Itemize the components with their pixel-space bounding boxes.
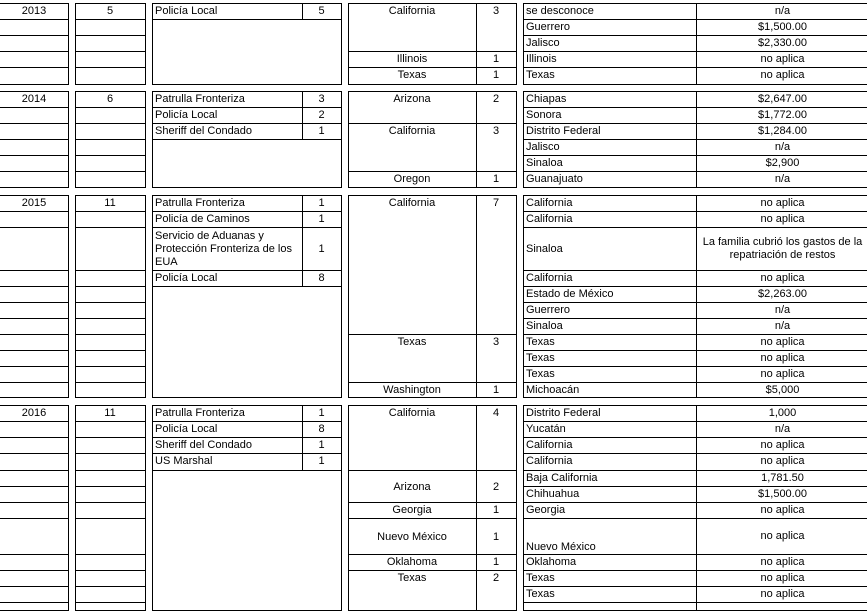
state-name: Arizona [393,93,431,105]
repatriation-cost: no aplica [760,439,805,451]
state-count: 7 [492,197,500,209]
origin-state: Texas [526,368,555,380]
column-border [696,405,697,610]
grid-line [0,570,68,571]
agency-name: Patrulla Fronteriza [155,407,245,419]
grid-line [75,382,145,383]
total-deaths: 6 [106,93,114,105]
row-border [75,84,146,85]
grid-line [75,302,145,303]
year-value: 2016 [21,407,47,419]
state-name: Oklahoma [386,556,438,568]
repatriation-cost: $1,500.00 [758,21,807,33]
state-name: California [388,407,436,419]
grid-line [523,397,867,398]
agency-name: Sheriff del Condado [155,125,253,137]
agency-count: 8 [318,423,325,435]
repatriation-cost: no aplica [760,588,805,600]
column-border [523,3,524,84]
origin-state: Estado de México [526,288,614,300]
column-border [68,195,69,397]
grid-line [0,318,68,319]
origin-state: Yucatán [526,423,566,435]
grid-line [0,139,68,140]
agency-name: Patrulla Fronteriza [155,197,245,209]
grid-line [75,437,145,438]
agency-name: Policía Local [155,109,218,121]
agency-count: 1 [318,407,325,419]
origin-state: Illinois [526,53,557,65]
grid-line [0,19,68,20]
agency-count: 3 [318,93,325,105]
repatriation-cost: no aplica [760,504,805,516]
column-border [516,195,517,397]
grid-line [0,123,68,124]
state-count: 1 [492,69,500,81]
repatriation-cost: $1,500.00 [758,488,807,500]
grid-line [0,334,68,335]
year-value: 2015 [21,197,47,209]
state-count: 3 [492,336,500,348]
state-count: 2 [492,572,500,584]
origin-state: California [526,197,573,209]
state-name: California [388,125,436,137]
grid-line [0,107,68,108]
column-border [341,195,342,397]
origin-state: Distrito Federal [526,407,601,419]
state-count: 1 [492,173,500,185]
repatriation-cost: no aplica [760,368,805,380]
state-name: Nuevo México [377,530,447,543]
grid-line [75,586,145,587]
repatriation-cost: $5,000 [765,384,800,396]
repatriation-cost: no aplica [760,352,805,364]
grid-line [0,270,68,271]
grid-line [75,318,145,319]
repatriation-cost: no aplica [760,530,805,542]
agency-name: Patrulla Fronteriza [155,93,245,105]
column-border [516,91,517,187]
grid-line [0,602,68,603]
grid-line [75,139,145,140]
state-count: 1 [492,530,500,543]
state-name: Texas [397,69,427,81]
grid-line [75,518,145,519]
agency-name: Policía de Caminos [155,213,250,225]
agency-count: 1 [318,243,325,255]
origin-state: Sinaloa [526,243,563,255]
grid-line [0,67,68,68]
grid-line [75,227,145,228]
grid-line [75,421,145,422]
grid-line [75,286,145,287]
state-count: 1 [492,556,500,568]
row-border [75,187,146,188]
agency-count: 5 [318,5,325,17]
column-border [152,405,153,610]
total-deaths: 5 [106,5,114,17]
grid-line [0,211,68,212]
grid-line [75,35,145,36]
state-name: California [388,5,436,17]
origin-state: Jalisco [526,141,560,153]
agency-count: 1 [318,439,325,451]
grid-line [0,586,68,587]
grid-line [0,554,68,555]
repatriation-cost: no aplica [760,336,805,348]
grid-line [75,171,145,172]
row-border [75,397,146,398]
agency-name: Policía Local [155,272,218,284]
grid-line [0,486,68,487]
repatriation-cost: $2,263.00 [758,288,807,300]
grid-line [75,470,145,471]
origin-state: California [526,213,573,225]
repatriation-cost: no aplica [760,455,805,467]
state-name: Washington [383,384,441,396]
total-deaths: 11 [104,407,116,419]
grid-line [0,350,68,351]
grid-line [0,366,68,367]
column-border [152,3,153,84]
grid-line [75,123,145,124]
repatriation-cost: n/a [774,5,791,17]
repatriation-cost: no aplica [760,53,805,65]
row-border [152,84,342,85]
agency-count: 1 [318,213,325,225]
grid-line [523,187,867,188]
repatriation-cost: no aplica [760,556,805,568]
agency-name: Policía Local [155,5,218,17]
repatriation-cost: n/a [774,141,791,153]
row-border [0,84,69,85]
origin-state: California [526,439,573,451]
origin-state: Baja California [526,472,598,484]
state-count: 4 [492,407,500,419]
state-name: Oregon [393,173,431,185]
origin-state: Distrito Federal [526,125,601,137]
repatriation-cost: $1,284.00 [758,125,807,137]
repatriation-cost: 1,000 [768,407,797,419]
grid-line [348,187,516,188]
grid-line [0,302,68,303]
state-name: Arizona [393,480,431,493]
column-border [145,91,146,187]
repatriation-cost: no aplica [760,272,805,284]
grid-line [152,19,341,20]
state-name: Illinois [396,53,428,65]
state-name: Texas [397,572,427,584]
origin-state: Guerrero [526,304,571,316]
grid-line [348,397,516,398]
grid-line [0,437,68,438]
grid-line [75,19,145,20]
column-border [152,195,153,397]
repatriation-cost: no aplica [760,213,805,225]
row-border [152,397,342,398]
grid-line [0,286,68,287]
grid-line [523,602,867,603]
row-border [152,187,342,188]
repatriation-cost: $2,330.00 [758,37,807,49]
agency-count: 1 [318,455,325,467]
column-border [341,91,342,187]
state-count: 1 [492,53,500,65]
grid-line [75,270,145,271]
grid-line [75,554,145,555]
origin-state: Texas [526,572,555,584]
column-border [516,405,517,610]
row-border [0,397,69,398]
agency-name: Sheriff del Condado [155,439,253,451]
grid-line [75,334,145,335]
column-border [523,405,524,610]
origin-state: Guanajuato [526,173,583,185]
grid-line [0,470,68,471]
grid-line [348,84,516,85]
grid-line [0,453,68,454]
agency-count: 1 [318,125,325,137]
grid-line [75,350,145,351]
grid-line [0,51,68,52]
column-border [75,405,76,610]
grid-line [75,570,145,571]
state-name: Georgia [392,504,432,516]
grid-line [476,195,477,334]
grid-line [75,51,145,52]
grid-line [75,366,145,367]
origin-state: Texas [526,69,555,81]
repatriation-cost: no aplica [760,572,805,584]
grid-line [75,502,145,503]
year-value: 2013 [21,5,47,17]
origin-state: Chiapas [526,93,567,105]
state-count: 3 [492,5,500,17]
state-count: 1 [492,504,500,516]
origin-state: Texas [526,352,555,364]
agency-name: US Marshal [155,455,213,467]
state-count: 1 [492,384,500,396]
repatriation-cost: $1,772.00 [758,109,807,121]
origin-state: Chihuahua [526,488,580,500]
origin-state: California [526,455,573,467]
state-count: 2 [492,93,500,105]
repatriation-cost: n/a [774,173,791,185]
grid-line [75,453,145,454]
origin-state: Georgia [526,504,566,516]
column-border [145,3,146,84]
state-name: California [388,197,436,209]
grid-line [75,107,145,108]
grid-line [0,171,68,172]
origin-state: Oklahoma [526,556,577,568]
origin-state: Nuevo México [526,541,596,553]
repatriation-cost: $2,900 [765,157,800,169]
state-name: Texas [397,336,427,348]
row-border [0,187,69,188]
grid-line [152,286,341,287]
origin-state: Jalisco [526,37,560,49]
column-border [68,91,69,187]
origin-state: Sinaloa [526,320,563,332]
origin-state: se desconoce [526,5,594,17]
state-count: 2 [492,480,500,493]
grid-line [0,421,68,422]
repatriation-cost: 1,781.50 [761,472,804,484]
origin-state: California [526,272,573,284]
column-border [341,405,342,610]
grid-line [0,502,68,503]
grid-line [152,139,341,140]
origin-state: Guerrero [526,21,571,33]
repatriation-cost: n/a [774,423,791,435]
grid-line [0,227,68,228]
repatriation-cost: n/a [774,304,791,316]
state-count: 3 [492,125,500,137]
grid-line [152,470,341,471]
agency-name: Servicio de Aduanas y Protección Fronteriza de los EUA [155,229,292,268]
grid-line [0,155,68,156]
grid-line [523,84,867,85]
repatriation-cost: no aplica [760,197,805,209]
year-value: 2014 [21,93,47,105]
grid-line [75,67,145,68]
origin-state: Sinaloa [526,157,563,169]
agency-name: Policía Local [155,423,218,435]
column-border [68,3,69,84]
grid-line [75,602,145,603]
agency-count: 2 [318,109,325,121]
grid-line [0,35,68,36]
origin-state: Sonora [526,109,562,121]
column-border [145,195,146,397]
agency-count: 1 [318,197,325,209]
origin-state: Michoacán [526,384,580,396]
column-border [516,3,517,84]
column-border [696,3,697,84]
grid-line [0,518,68,519]
repatriation-cost: $2,647.00 [758,93,807,105]
total-deaths: 11 [104,197,116,209]
repatriation-cost: no aplica [760,69,805,81]
grid-line [75,155,145,156]
origin-state: Texas [526,336,555,348]
agency-count: 8 [318,272,325,284]
column-border [348,195,349,397]
repatriation-cost: n/a [774,320,791,332]
grid-line [0,382,68,383]
origin-state: Texas [526,588,555,600]
repatriation-cost: La familia cubrió los gastos de la repatriación de restos [702,236,863,261]
grid-line [75,486,145,487]
column-border [145,405,146,610]
column-border [68,405,69,610]
grid-line [75,211,145,212]
column-border [341,3,342,84]
